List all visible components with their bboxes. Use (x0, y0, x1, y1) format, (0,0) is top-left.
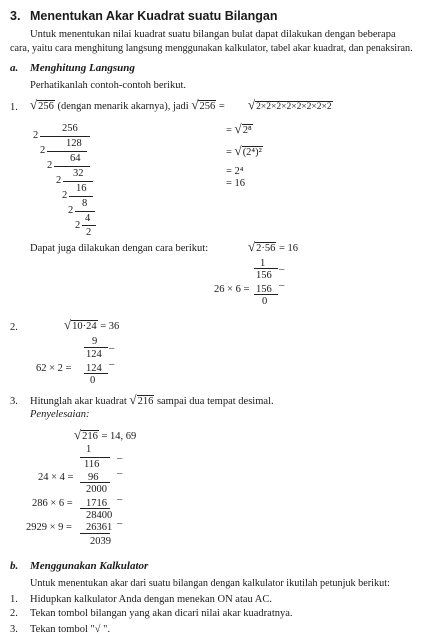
calc-step-2-text: Tekan tombol bilangan yang akan dicari nilai akar kuadratnya. (30, 608, 293, 619)
sub-a-label: a. (10, 62, 19, 74)
ex1-alt-label: 26 × 6 = (214, 284, 250, 295)
intro-line-1: Untuk menentukan nilai kuadrat suatu bilangan bulat dapat dilakukan dengan beberapa (30, 29, 396, 40)
ex3-text: Hitunglah akar kuadrat √216 sampai dua tempat desimal. (30, 392, 274, 407)
ex2-label: 62 × 2 = (36, 363, 72, 374)
radical-256: √256 (30, 97, 54, 112)
ex1-step-1: = √2⁸ (226, 121, 252, 136)
sub-b-lead: Untuk menentukan akar dari suatu bilangan dengan kalkulator ikutilah petunjuk berikut: (30, 578, 390, 589)
div-divisor: 2 (62, 190, 68, 201)
sub-b-label: b. (10, 560, 19, 572)
ex2-124b: 124 (86, 363, 102, 374)
calc-step-3-text: Tekan tombol "√ ". (30, 624, 111, 635)
ex2-zero: 0 (90, 375, 96, 386)
div-quotient: 2 (86, 227, 92, 238)
section-number: 3. (10, 9, 21, 23)
div-quotient: 32 (73, 168, 84, 179)
ex1-step-2: = √(2⁴)² (226, 143, 262, 158)
div-divisor: 2 (56, 175, 62, 186)
ex1-number: 1. (10, 102, 18, 113)
ex3-number: 3. (10, 396, 18, 407)
sub-b-title: Menggunakan Kalkulator (30, 560, 149, 572)
ex3-root: √216 = 14, 69 (74, 427, 137, 442)
div-divisor: 2 (33, 130, 39, 141)
ex3-label-1: 24 × 4 = (38, 472, 74, 483)
div-divisor: 2 (68, 205, 74, 216)
div-quotient: 64 (70, 153, 81, 164)
intro-line-2: cara, yaitu cara menghitung langsung menggunakan kalkulator, tabel akar kuadrat, dan penaksiran. (10, 43, 413, 54)
ex3-label-2: 286 × 6 = (32, 498, 73, 509)
div-divisor: 2 (40, 145, 46, 156)
div-divisor: 2 (47, 160, 53, 171)
calc-step-1-text: Hidupkan kalkulator Anda dengan menekan ON atau AC. (30, 594, 273, 605)
ex3-116: 116 (84, 459, 100, 470)
div-quotient: 16 (76, 183, 87, 194)
section-title: Menentukan Akar Kuadrat suatu Bilangan (30, 9, 278, 23)
ex1-alt-one: 1 (260, 258, 266, 269)
div-divisor: 2 (75, 220, 81, 231)
ex3-one: 1 (86, 444, 92, 455)
ex3-96: 96 (88, 472, 99, 483)
ex1-alt-root: √2·56 = 16 (248, 239, 299, 254)
ex1-text: (dengan menarik akarnya), jadi (57, 101, 189, 112)
calc-step-2-number: 2. (10, 608, 18, 619)
div-quotient: 8 (82, 198, 88, 209)
calc-step-3-number: 3. (10, 624, 18, 635)
ex3-28400: 28400 (86, 510, 113, 521)
ex2-number: 2. (10, 322, 18, 333)
ex1-line: √256 (dengan menarik akarnya), jadi √256 = (30, 97, 225, 112)
div-quotient: 128 (66, 138, 82, 149)
ex1-step-4: = 16 (226, 178, 246, 189)
ex1-step-3: = 2⁴ (226, 166, 244, 177)
ex1-factors: √2×2×2×2×2×2×2×2 (248, 97, 332, 112)
ex2-nine: 9 (92, 336, 98, 347)
sub-a-title: Menghitung Langsung (30, 62, 135, 74)
ex3-label-3: 2929 × 9 = (26, 522, 72, 533)
ex1-alt-zero: 0 (262, 296, 268, 307)
calc-step-1-number: 1. (10, 594, 18, 605)
ex3-1716: 1716 (86, 498, 107, 509)
ex1-alt-156b: 156 (256, 284, 272, 295)
div-quotient: 256 (62, 123, 78, 134)
radical-256-b: √256 (191, 97, 216, 112)
ex3-26361: 26361 (86, 522, 113, 533)
ex2-root: √10·24 = 36 (64, 317, 120, 332)
ex3-2000: 2000 (86, 484, 107, 495)
ex3-2039: 2039 (90, 536, 111, 547)
ex1-alt-156a: 156 (256, 270, 272, 281)
div-quotient: 4 (85, 213, 91, 224)
ex2-124a: 124 (86, 349, 102, 360)
sub-a-lead: Perhatikanlah contoh-contoh berikut. (30, 80, 186, 91)
ex1-alt-text: Dapat juga dilakukan dengan cara berikut: (30, 243, 209, 254)
ex3-solution-label: Penyelesaian: (30, 409, 90, 420)
